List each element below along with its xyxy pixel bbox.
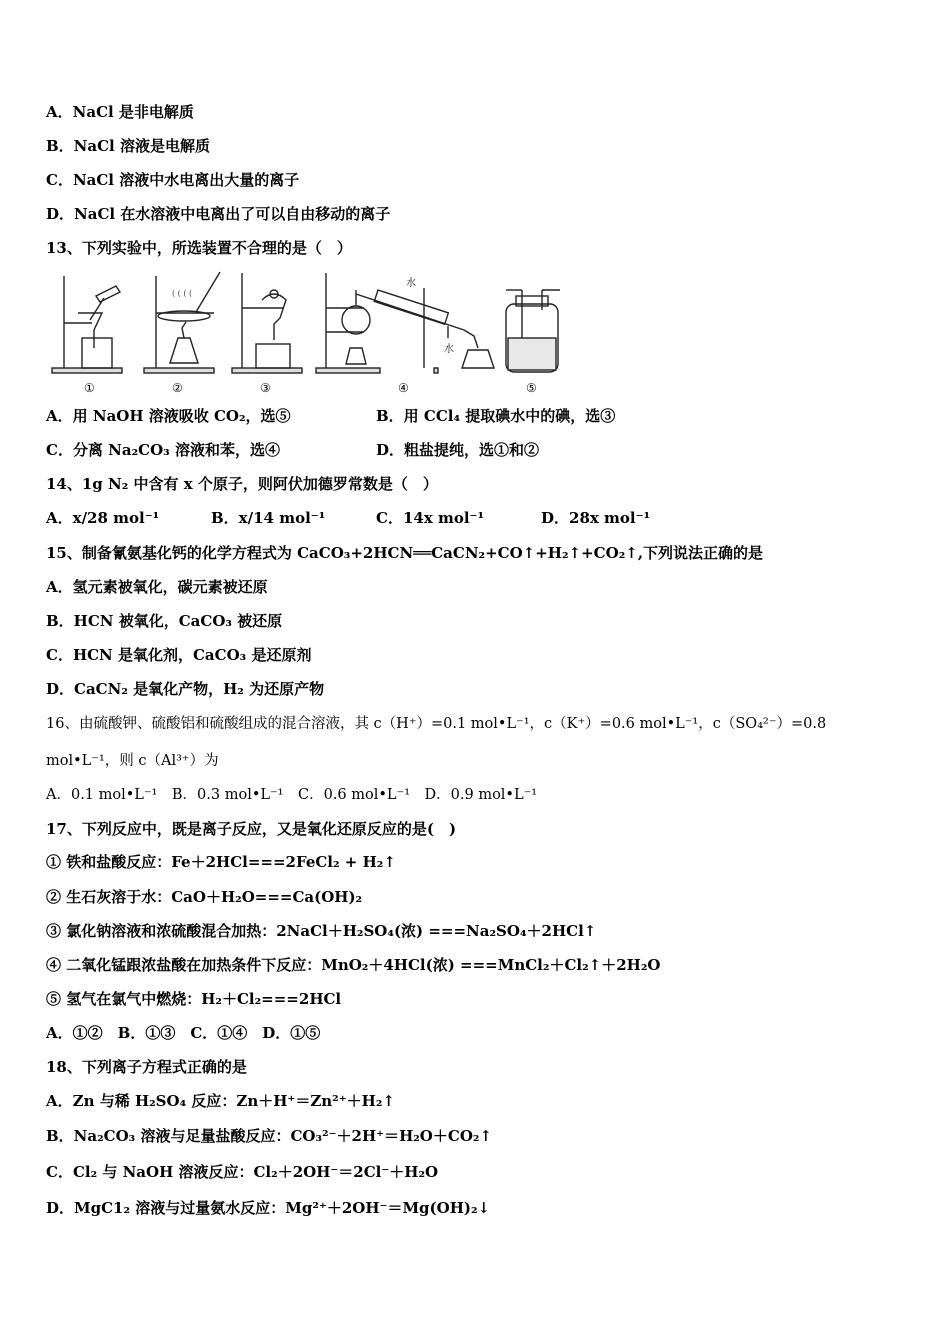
q13-option-d: D．粗盐提纯，选①和② [376,441,540,459]
figure-label-1: ① [84,381,95,395]
q14-option-b: B．x/14 mol⁻¹ [211,509,326,527]
q17-reaction-2: ② 生石灰溶于水：CaO＋H₂O===Ca(OH)₂ [46,888,363,906]
q17-reaction-5: ⑤ 氢气在氯气中燃烧：H₂＋Cl₂===2HCl [46,990,342,1008]
q17-stem: 17、下列反应中，既是离子反应，又是氧化还原反应的是( ) [46,820,457,838]
q17-reaction-1: ① 铁和盐酸反应：Fe＋2HCl===2FeCl₂ + H₂↑ [46,853,396,871]
water-label-top: 水 [406,278,416,289]
figure-label-4: ④ [398,381,409,395]
q18-stem: 18、下列离子方程式正确的是 [46,1058,247,1076]
q14-stem: 14、1g N₂ 中含有 x 个原子，则阿伏加德罗常数是（ ） [46,475,438,493]
q14-option-a: A．x/28 mol⁻¹ [46,509,160,527]
q16-options: A．0.1 mol•L⁻¹ B．0.3 mol•L⁻¹ C．0.6 mol•L⁻¹ D．0.9 mol•L⁻¹ [46,787,538,803]
svg-text:( ( ( (: ( ( ( ( [172,289,193,298]
q12-option-c: C．NaCl 溶液中水电离出大量的离子 [46,171,300,189]
q18-option-a: A．Zn 与稀 H₂SO₄ 反应：Zn＋H⁺＝Zn²⁺＋H₂↑ [46,1092,395,1110]
water-label-bottom: 水 [444,344,454,355]
q13-option-b: B．用 CCl₄ 提取碘水中的碘，选③ [376,407,616,425]
apparatus-drawing [44,268,574,400]
q12-option-a: A．NaCl 是非电解质 [46,103,194,121]
q14-option-c: C．14x mol⁻¹ [376,509,485,527]
figure-label-3: ③ [260,381,271,395]
q15-option-a: A．氢元素被氧化，碳元素被还原 [46,578,268,596]
q15-option-d: D．CaCN₂ 是氧化产物，H₂ 为还原产物 [46,680,325,698]
q17-reaction-4: ④ 二氧化锰跟浓盐酸在加热条件下反应：MnO₂＋4HCl(浓) ===MnCl₂＋Cl₂↑＋2H₂O [46,956,661,974]
q14-option-d: D．28x mol⁻¹ [541,509,651,527]
q16-stem-line1: 16、由硫酸钾、硫酸铝和硫酸组成的混合溶液，其 c（H⁺）=0.1 mol•L⁻¹，c（K⁺）=0.6 mol•L⁻¹，c（SO₄²⁻）=0.8 [46,716,827,732]
q16-stem-line2: mol•L⁻¹，则 c（Al³⁺）为 [46,753,219,769]
q18-option-d: D．MgC1₂ 溶液与过量氨水反应：Mg²⁺＋2OH⁻＝Mg(OH)₂↓ [46,1199,491,1217]
q15-option-b: B．HCN 被氧化，CaCO₃ 被还原 [46,612,283,630]
figure-label-2: ② [172,381,183,395]
q15-stem: 15、制备氰氨基化钙的化学方程式为 CaCO₃+2HCN══CaCN₂+CO↑+H₂↑+CO₂↑,下列说法正确的是 [46,544,764,562]
apparatus-figure [44,268,574,400]
q18-option-c: C．Cl₂ 与 NaOH 溶液反应：Cl₂＋2OH⁻＝2Cl⁻＋H₂O [46,1163,439,1181]
q12-option-b: B．NaCl 溶液是电解质 [46,137,210,155]
q18-option-b: B．Na₂CO₃ 溶液与足量盐酸反应：CO₃²⁻＋2H⁺＝H₂O＋CO₂↑ [46,1127,493,1145]
q17-reaction-3: ③ 氯化钠溶液和浓硫酸混合加热：2NaCl＋H₂SO₄(浓) ===Na₂SO₄＋2HCl↑ [46,922,597,940]
q17-options: A．①② B．①③ C．①④ D．①⑤ [46,1024,321,1042]
figure-label-5: ⑤ [526,381,537,395]
q13-stem: 13、下列实验中，所选装置不合理的是（ ） [46,239,352,257]
q13-option-a: A．用 NaOH 溶液吸收 CO₂，选⑤ [46,407,291,425]
q15-option-c: C．HCN 是氧化剂，CaCO₃ 是还原剂 [46,646,312,664]
q12-option-d: D．NaCl 在水溶液中电离出了可以自由移动的离子 [46,205,391,223]
q13-option-c: C．分离 Na₂CO₃ 溶液和苯，选④ [46,441,280,459]
